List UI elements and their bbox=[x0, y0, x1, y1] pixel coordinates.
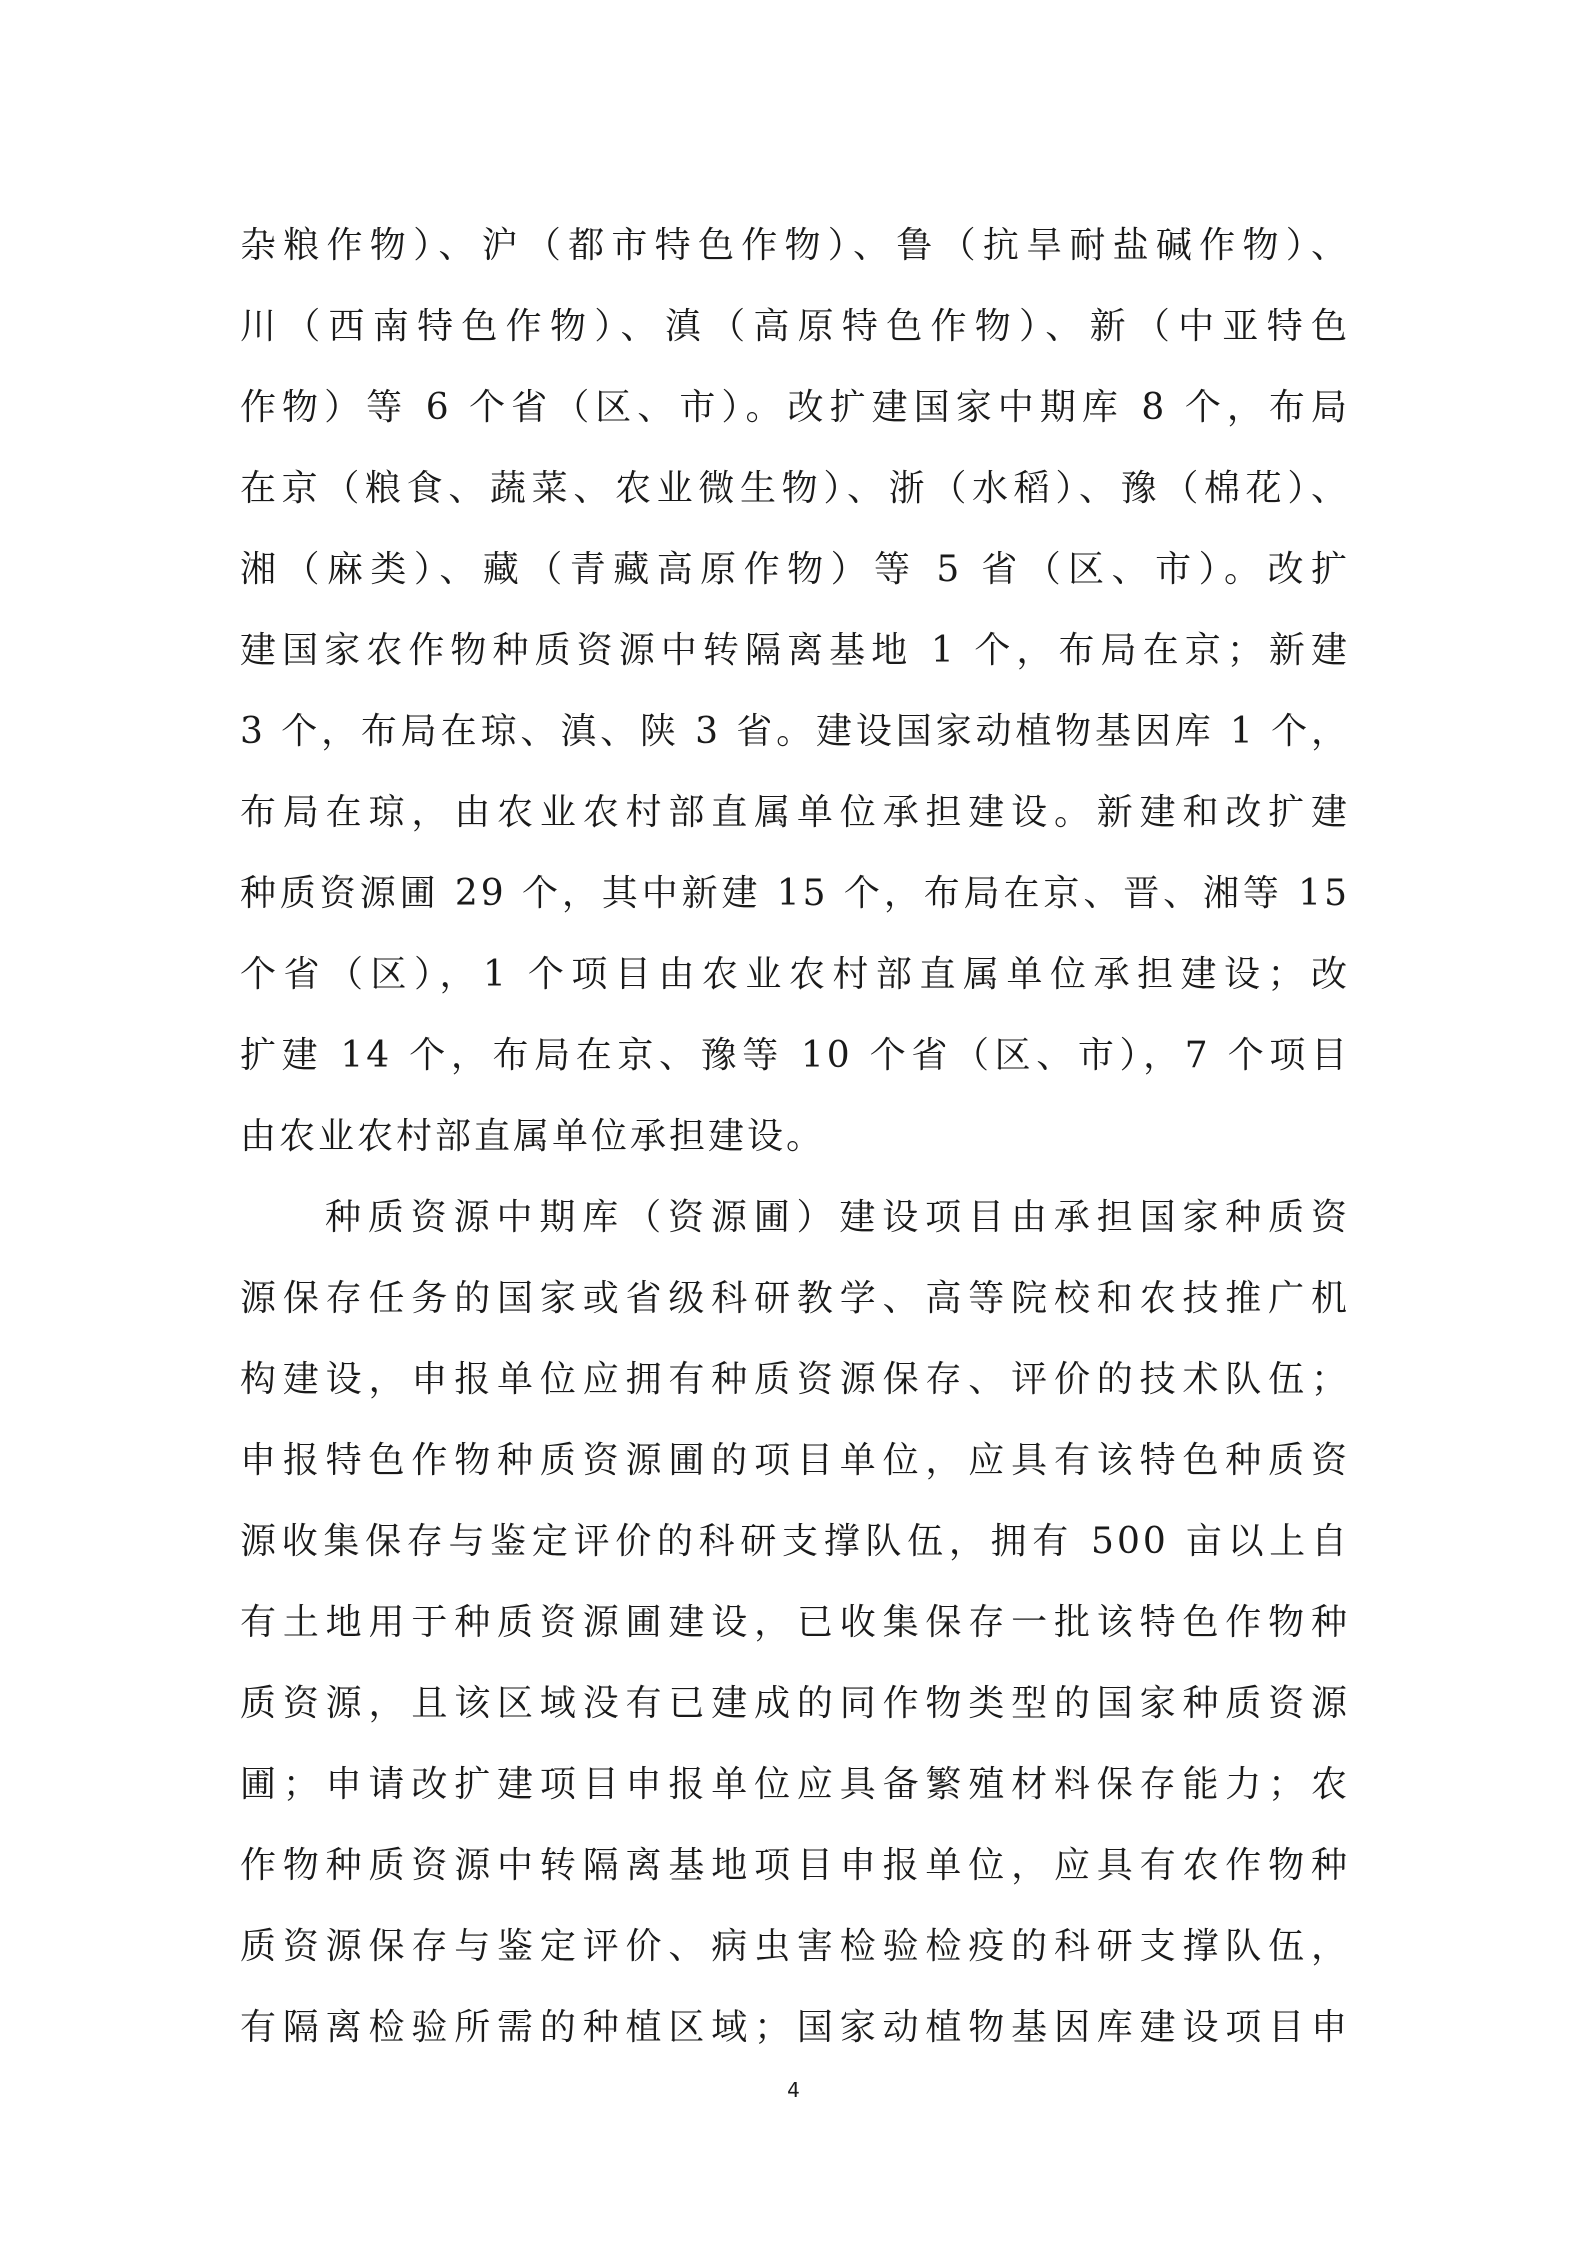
text-line: 源收集保存与鉴定评价的科研支撑队伍，拥有 500 亩以上自 bbox=[240, 1521, 1350, 1562]
page-number: 4 bbox=[787, 2078, 800, 2102]
text-line: 有隔离检验所需的种植区域；国家动植物基因库建设项目申 bbox=[240, 2007, 1350, 2048]
text-line: 有土地用于种质资源圃建设，已收集保存一批该特色作物种 bbox=[240, 1602, 1350, 1643]
text-line: 构建设，申报单位应拥有种质资源保存、评价的技术队伍； bbox=[240, 1359, 1350, 1400]
text-line: 申报特色作物种质资源圃的项目单位，应具有该特色种质资 bbox=[240, 1440, 1350, 1481]
text-line: 3 个，布局在琼、滇、陕 3 省。建设国家动植物基因库 1 个， bbox=[240, 711, 1350, 752]
text-line: 个省（区），1 个项目由农业农村部直属单位承担建设；改 bbox=[240, 954, 1350, 995]
text-line: 作物）等 6 个省（区、市）。改扩建国家中期库 8 个，布局 bbox=[240, 387, 1350, 428]
text-line: 种质资源圃 29 个，其中新建 15 个，布局在京、晋、湘等 15 bbox=[240, 873, 1350, 914]
text-line: 在京（粮食、蔬菜、农业微生物）、浙（水稻）、豫（棉花）、 bbox=[240, 468, 1350, 509]
text-line: 源保存任务的国家或省级科研教学、高等院校和农技推广机 bbox=[240, 1278, 1350, 1319]
text-line: 杂粮作物）、沪（都市特色作物）、鲁（抗旱耐盐碱作物）、 bbox=[240, 225, 1350, 266]
text-line: 布局在琼，由农业农村部直属单位承担建设。新建和改扩建 bbox=[240, 792, 1350, 833]
text-line: 质资源保存与鉴定评价、病虫害检验检疫的科研支撑队伍， bbox=[240, 1926, 1350, 1967]
text-line: 质资源，且该区域没有已建成的同作物类型的国家种质资源 bbox=[240, 1683, 1350, 1724]
text-line: 圃；申请改扩建项目申报单位应具备繁殖材料保存能力；农 bbox=[240, 1764, 1350, 1805]
text-line: 湘（麻类）、藏（青藏高原作物）等 5 省（区、市）。改扩 bbox=[240, 549, 1350, 590]
text-line: 种质资源中期库（资源圃）建设项目由承担国家种质资 bbox=[325, 1197, 1350, 1238]
text-line: 作物种质资源中转隔离基地项目申报单位，应具有农作物种 bbox=[240, 1845, 1350, 1886]
text-line: 川（西南特色作物）、滇（高原特色作物）、新（中亚特色 bbox=[240, 306, 1350, 347]
text-line: 建国家农作物种质资源中转隔离基地 1 个，布局在京；新建 bbox=[240, 630, 1350, 671]
text-line: 由农业农村部直属单位承担建设。 bbox=[240, 1116, 826, 1157]
text-line: 扩建 14 个，布局在京、豫等 10 个省（区、市），7 个项目 bbox=[240, 1035, 1350, 1076]
